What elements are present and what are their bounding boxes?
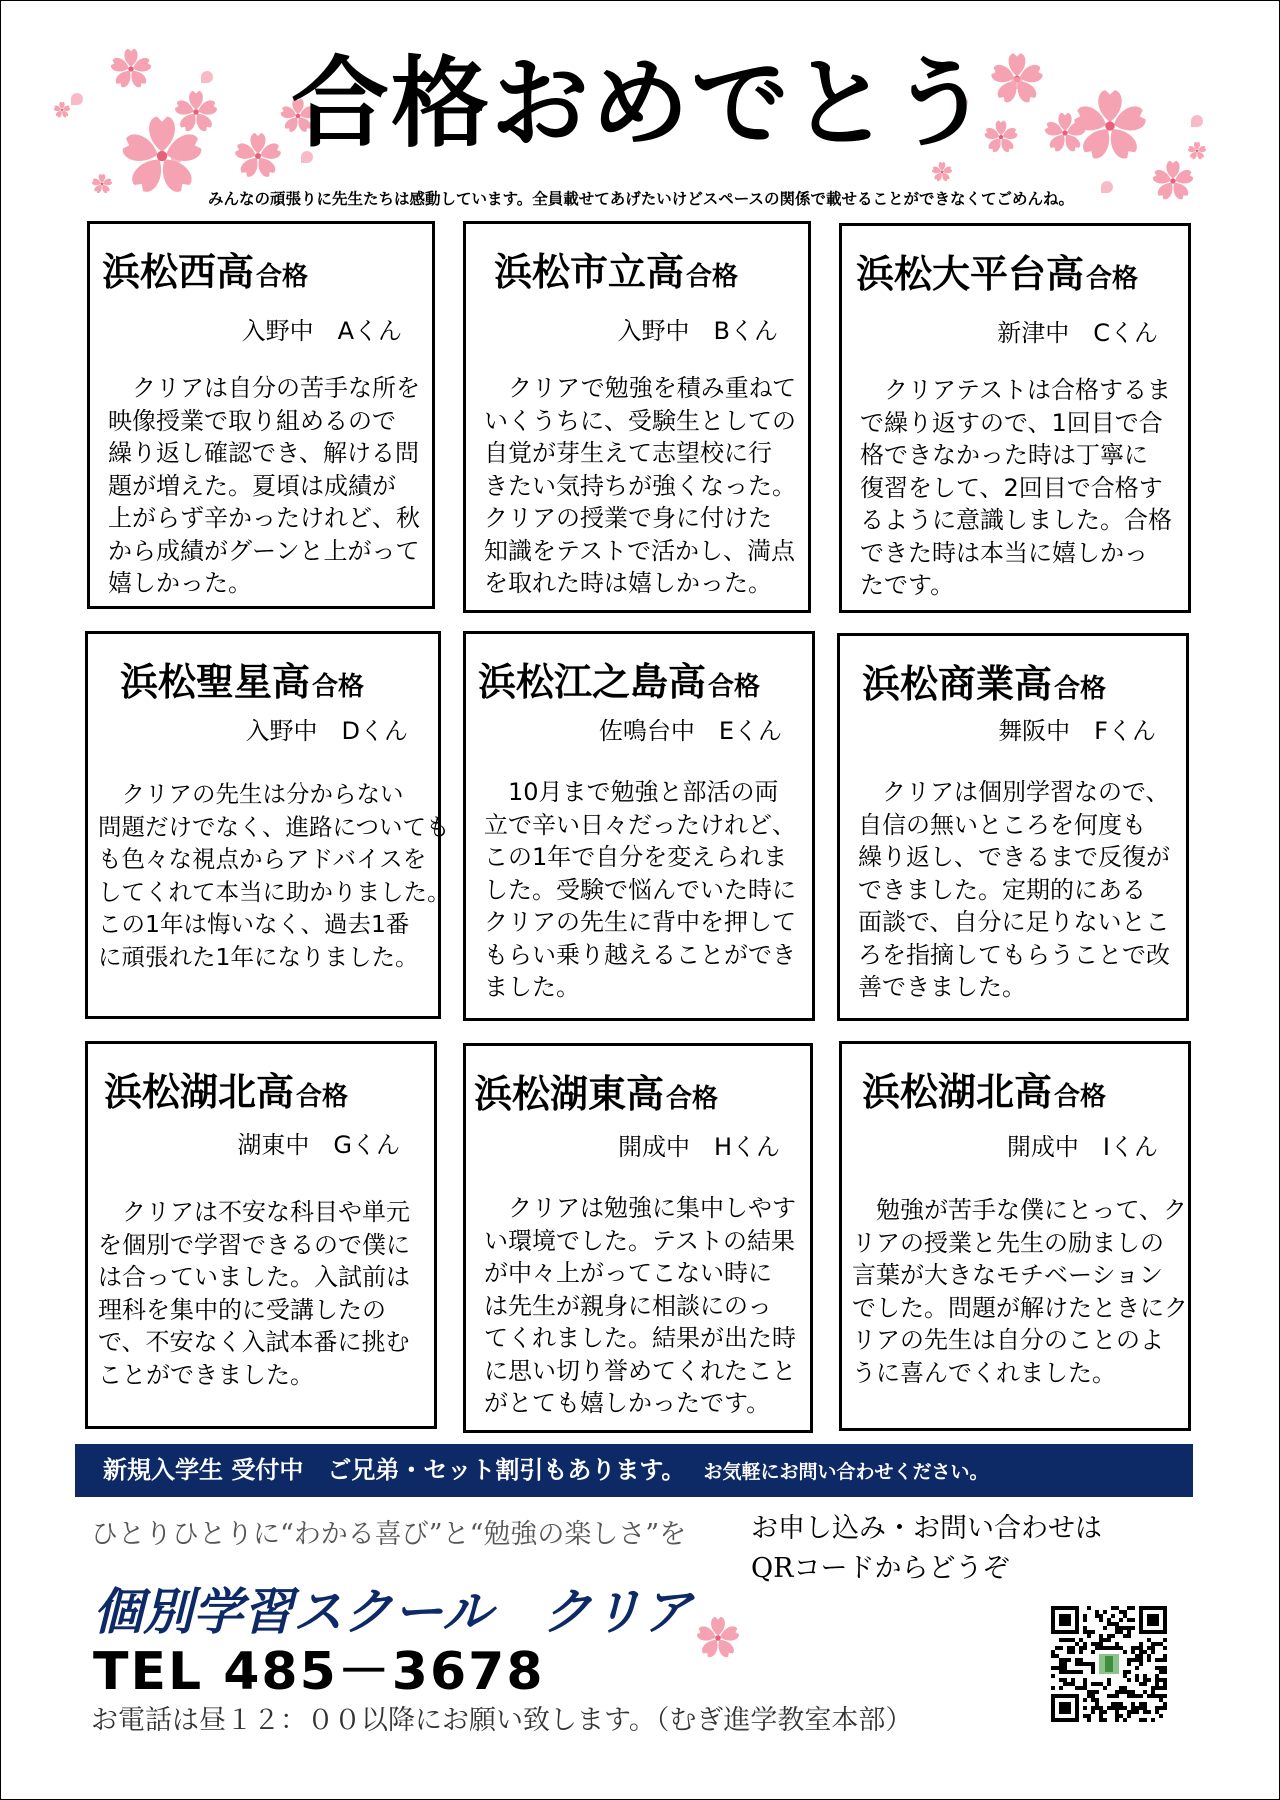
sakura-flower-icon	[53, 101, 71, 119]
banner-main-text: 新規入学生 受付中 ご兄弟・セット割引もあります。	[103, 1456, 686, 1484]
school-name: 浜松大平台高合格	[856, 252, 1139, 296]
testimonial-text: クリアは自分の苦手な所を 映像授業で取り組めるので 繰り返し確認でき、解ける問 題が増えた。夏頃は成績が 上がらず辛かったけれど、秋 から成績がグーンと上がって 嬉しかった。	[108, 374, 420, 597]
student-name: 入野中 Dくん	[245, 717, 408, 745]
school-name: 浜松江之島高合格	[478, 660, 761, 704]
student-name: 舞阪中 Fくん	[998, 717, 1156, 745]
testimonial-text: 勉強が苦手な僕にとって、ク リアの授業と先生の励ましの 言葉が大きなモチベーション でした。問題が解けたときにク リアの先生は自分のことのよ うに喜んでくれました。	[852, 1196, 1188, 1387]
testimonial-card	[463, 1043, 813, 1433]
sakura-flower-icon	[1187, 141, 1207, 161]
sakura-flower-icon	[173, 89, 219, 135]
enrollment-banner	[75, 1444, 1193, 1497]
school-name: 浜松聖星高合格	[120, 660, 365, 704]
testimonial-card	[85, 631, 451, 1019]
school-name: 浜松湖北高合格	[104, 1070, 349, 1114]
sakura-petal-icon	[1191, 115, 1203, 127]
qr-code-icon[interactable]	[1051, 1606, 1167, 1722]
school-name: 浜松商業高合格	[862, 662, 1107, 706]
testimonial-card	[85, 1041, 437, 1429]
student-name: 新津中 Cくん	[997, 319, 1158, 347]
testimonial-card	[837, 633, 1189, 1021]
testimonial-text: クリアは不安な科目や単元 を個別で学習できるので僕に は合っていました。入試前は 理科を集中的に受講したの で、不安なく入試本番に挑む ことができました。	[98, 1198, 410, 1389]
call-hours-note: お電話は昼１２：００以降にお願い致します。（むぎ進学教室本部）	[91, 1705, 913, 1736]
student-name: 入野中 Bくん	[617, 317, 778, 345]
phone-number: TEL 485－3678	[93, 1642, 545, 1702]
student-name: 入野中 Aくん	[241, 317, 402, 345]
sakura-petal-icon	[71, 93, 83, 105]
testimonial-card	[87, 221, 435, 609]
testimonial-text: クリアは勉強に集中しやす い環境でした。テストの結果 が中々上がってこない時に は先生が親身に相談にのっ てくれました。結果が出た時 に思い切り誉めてくれたこと がとても嬉しかったです。	[484, 1194, 796, 1417]
testimonial-text: クリアの先生は分からない 問題だけでなく、進路についても も色々な視点からアドバイスを してくれて本当に助かりました。 この1年は悔いなく、過去1番 に頑張れた1年になりました。	[98, 780, 451, 971]
school-name: 浜松西高合格	[102, 250, 309, 294]
sakura-flower-icon	[1043, 111, 1087, 155]
school-name: 浜松市立高合格	[494, 250, 739, 294]
school-brand-name: 個別学習スクール クリア	[93, 1583, 692, 1641]
testimonial-card	[839, 223, 1191, 613]
banner-small-text: お気軽にお問い合わせください。	[703, 1461, 989, 1483]
testimonial-card	[463, 631, 815, 1021]
testimonial-text: 10月まで勉強と部活の両 立で辛い日々だったけれど、 この1年で自分を変えられま した。受験で悩んでいた時に クリアの先生に背中を押して もらい乗り越えることができ ました。	[484, 778, 796, 1001]
testimonial-text: クリアは個別学習なので、 自信の無いところを何度も 繰り返し、できるまで反復が できました。定期的にある 面談で、自分に足りないとこ ろを指摘してもらうことで改 善できました。	[858, 778, 1170, 1001]
slogan: ひとりひとりに“わかる喜び”と“勉強の楽しさ”を	[91, 1519, 687, 1550]
testimonial-text: クリアテストは合格するま で繰り返すので、1回目で合 格できなかった時は丁寧に 復習をして、2回目で合格す るように意識しました。合格 できた時は本当に嬉しかっ たです。	[860, 376, 1172, 599]
sakura-flower-icon	[109, 47, 153, 91]
testimonial-card	[463, 221, 811, 613]
school-name: 浜松湖東高合格	[474, 1072, 719, 1116]
page-subtitle: みんなの頑張りに先生たちは感動しています。全員載せてあげたいけどスペースの関係で載せることができなくてごめんね。	[208, 190, 1074, 208]
sakura-petal-icon	[201, 71, 213, 83]
testimonial-card	[839, 1041, 1191, 1431]
sakura-flower-icon	[91, 173, 113, 195]
testimonial-text: クリアで勉強を積み重ねて いくうちに、受験生としての 自覚が芽生えて志望校に行 きたい気持ちが強くなった。 クリアの授業で身に付けた 知識をテストで活かし、満点 を取れた時は嬉しかった。	[484, 374, 797, 597]
page-title: 合格おめでとう	[290, 47, 991, 161]
student-name: 佐鳴台中 Eくん	[598, 717, 782, 745]
student-name: 湖東中 Gくん	[237, 1131, 400, 1159]
apply-text: お申し込み・お問い合わせは QRコードからどうぞ	[751, 1513, 1102, 1584]
sakura-flower-icon	[695, 1615, 741, 1661]
school-name: 浜松湖北高合格	[862, 1070, 1107, 1114]
student-name: 開成中 Iくん	[1006, 1133, 1158, 1161]
student-name: 開成中 Hくん	[617, 1133, 780, 1161]
sakura-petal-icon	[171, 151, 183, 163]
